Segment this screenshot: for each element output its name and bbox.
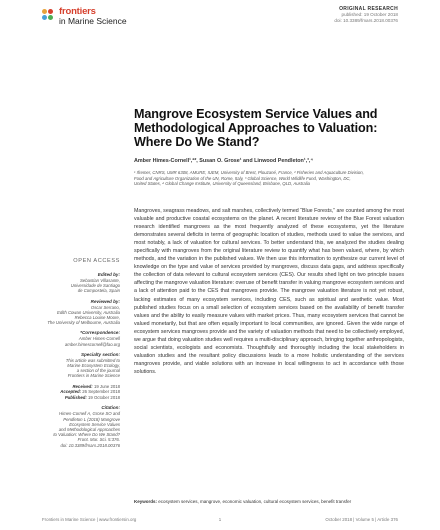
logo-brand: frontiers bbox=[59, 6, 96, 17]
doi-header[interactable]: doi: 10.3389/fmars.2018.00376 bbox=[334, 17, 398, 23]
published-date: Published: 19 October 2018 bbox=[64, 394, 120, 400]
citation-line: to Valuation: Where Do We Stand? bbox=[53, 432, 120, 438]
reviewer-line: Oscar Serrano, bbox=[90, 304, 120, 310]
reviewer-line: The University of Melbourne, Australia bbox=[47, 320, 120, 326]
correspondence-email[interactable]: amber.himescornell@fao.org bbox=[64, 341, 120, 347]
keywords-text: ecosystem services, mangrove, economic valuation, cultural ecosystem services, benefit transfer bbox=[158, 499, 352, 504]
author-list: Amber Himes-Cornell¹,²*, Susan O. Grose¹ and Linwood Pendleton¹,³,⁴ bbox=[134, 158, 314, 164]
editor-line: Sebastian Villasante, bbox=[79, 278, 120, 283]
accepted-date: Accepted: 26 September 2018 bbox=[60, 389, 120, 395]
citation-line: and Methodological Approaches bbox=[58, 427, 120, 433]
specialty-line: Marine Ecosystem Ecology, bbox=[67, 363, 120, 369]
affiliations bbox=[134, 170, 409, 187]
logo-journal: in Marine Science bbox=[59, 16, 127, 26]
article-meta bbox=[334, 7, 398, 23]
article-title: Mangrove Ecosystem Service Values and Methodological Approaches to Valuation: Where Do We Stand? bbox=[134, 107, 378, 150]
affiliation-line: ¹ Ifremer, CNRS, UMR 6308, AMURE, IUEM, University of Brest, Plouzané, France, ² Fisheries and Aquaculture Division, bbox=[134, 170, 364, 175]
page-number: 1 bbox=[218, 517, 222, 522]
citation-line: Ecosystem Service Values bbox=[69, 421, 120, 427]
keywords bbox=[134, 499, 409, 504]
affiliation-line: Food and Agriculture Organization of the UN, Rome, Italy, ³ Global Science, World Wildlife Fund, Washington, DC, bbox=[134, 175, 351, 181]
article-type: ORIGINAL RESEARCH bbox=[339, 6, 398, 12]
citation-line: Himes-Cornell A, Grose SO and bbox=[59, 411, 120, 417]
citation-block bbox=[42, 405, 120, 447]
journal-logo bbox=[42, 8, 127, 25]
specialty-block bbox=[42, 352, 120, 379]
citation-line: Pendleton L (2018) Mangrove bbox=[63, 416, 120, 422]
abstract-text: Mangroves, seagrass meadows, and salt marshes, collectively termed “Blue Forests,” are counted among the most valuable and productive coastal ecosystems on the planet. A recent literature review of the Blue Forest valuation research identified mangroves as the most frequently analyzed of these ecosystems, yet the literature demonstrates several deficits in terms of geographic location of studies, methods used to value the services, and most notably, a lack of valuation for cultural services. To better understand this, we analyzed the studies dealing specifically with mangroves from the original literature review to quantify what has been valued, where, by which methods, and the variation in the published values. We then use this information to synthesize our current level of knowledge on the type and value of services provided by mangroves, discuss data gaps, and address specifically the collection of data relevant to cultural ecosystem services (CES). Our results shed light on two principle issues affecting the mangrove valuation literature: overuse of benefit transfer in valuing mangrove ecosystem services and a lack of attention paid to the CES that mangroves provide. The mangrove valuation literature is not yet robust, lacking estimates of many ecosystem services, including CES, such as spiritual and aesthetic value. Most published studies focus on a small selection of ecosystem services based on the availability of benefit transfer values and the ability to easily measure values with market prices. Thus, many ecosystem services that cannot be valued monetarily, but that are often equally important to local communities, are ignored. Given the wide range of ecosystem services mangroves provide and the variety of valuation methods that need to be collectively employed, we argue that doing valuation studies well requires a multi-disciplinary approach, bringing together anthropologists, social scientists, ecologists and economists. Thoughtfully and thoroughly including the local stakeholders in valuation studies and the resultant policy discussions leads to a more holistic understanding of the services mangroves provide, and viable solutions with an increase in local willingness to act in accordance with those solutions. bbox=[134, 208, 404, 375]
correspondence-label: *Correspondence: bbox=[80, 330, 120, 336]
dates-block bbox=[42, 384, 120, 401]
editor-line: Universidade de Santiago bbox=[70, 283, 120, 289]
citation-line: Front. Mar. Sci. 5:376. bbox=[77, 437, 120, 443]
specialty-line: This article was submitted to bbox=[65, 357, 120, 363]
citation-doi[interactable]: doi: 10.3389/fmars.2018.00376 bbox=[60, 442, 120, 448]
published-date-header: published: 19 October 2018 bbox=[341, 12, 398, 18]
specialty-label: Specialty section: bbox=[80, 351, 120, 357]
editor-line: de Compostela, Spain bbox=[77, 288, 120, 294]
article-sidebar bbox=[42, 258, 120, 453]
reviewer-line: Rebecca Louise Moore, bbox=[74, 315, 120, 321]
specialty-line: Frontiers in Marine Science bbox=[67, 373, 120, 379]
open-access-label: OPEN ACCESS bbox=[73, 258, 120, 264]
reviewed-by-label: Reviewed by: bbox=[90, 298, 120, 304]
correspondence-block bbox=[42, 330, 120, 346]
footer-journal-link[interactable]: Frontiers in Marine Science | www.frontiersin.org bbox=[42, 517, 137, 522]
received-date: Received: 19 June 2018 bbox=[72, 383, 120, 389]
edited-by-label: Edited by: bbox=[97, 272, 120, 277]
edited-by-block bbox=[42, 272, 120, 294]
footer-volume-info: October 2018 | Volume 5 | Article 376 bbox=[325, 517, 398, 522]
affiliation-line: United States, ⁴ Global Change Institute, University of Queensland, Brisbane, QLD, Australia bbox=[134, 181, 311, 187]
reviewer-line: Edith Cowan University, Australia bbox=[56, 309, 120, 315]
citation-label: Citation: bbox=[101, 405, 120, 411]
frontiers-logo-icon bbox=[42, 9, 56, 23]
specialty-line: a section of the journal bbox=[76, 368, 120, 374]
keywords-label: Keywords: bbox=[134, 499, 158, 504]
correspondence-name: Amber Himes-Cornell bbox=[78, 336, 120, 342]
reviewed-by-block bbox=[42, 299, 120, 326]
